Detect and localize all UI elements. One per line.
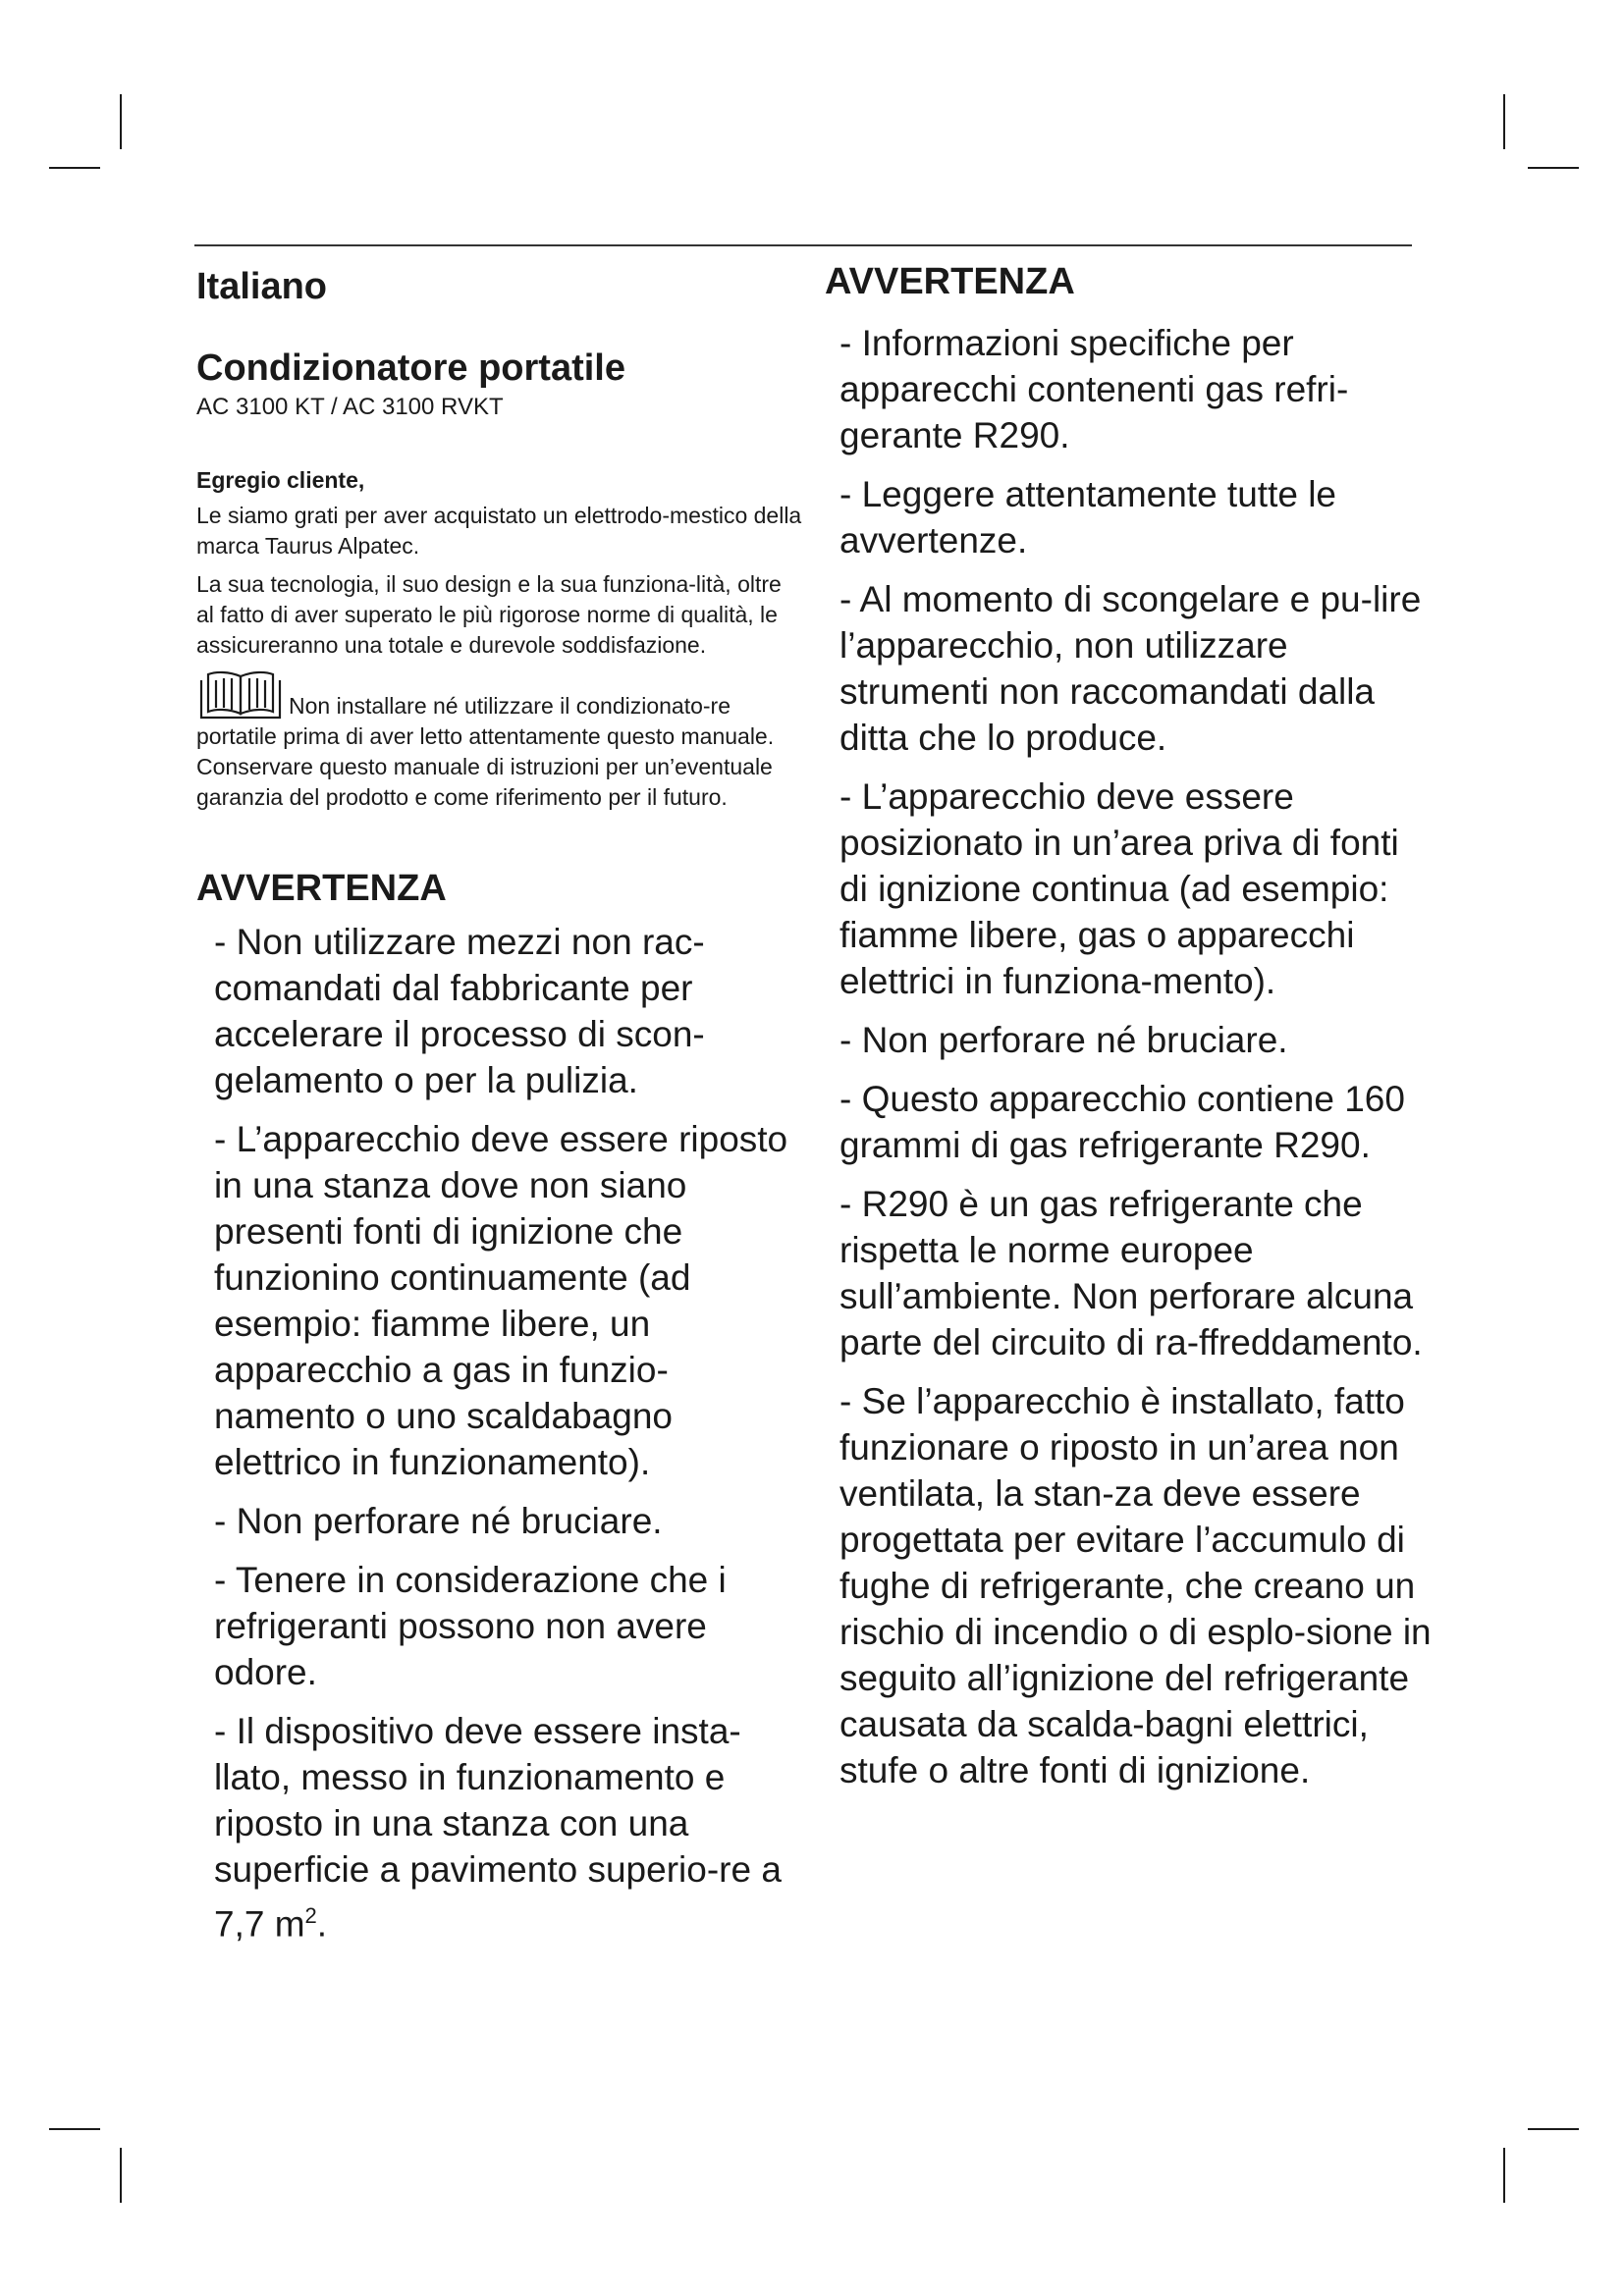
warning-item: - Non perforare né bruciare. [839, 1020, 1288, 1060]
greeting: Egregio cliente, [196, 467, 365, 493]
warning-item: - L’apparecchio deve essere posizionato in un’area priva di fonti di ignizione continua (ad esempio: fiamme libere, gas o apparecchi elettrici in funziona-mento). [839, 776, 1399, 1001]
book-icon [196, 668, 285, 721]
manual-notice-text: Non installare né utilizzare il condizionato-re portatile prima di aver letto attentamente questo manuale. Conservare questo manuale di istruzioni per un’eventuale garanzia del prodotto e come riferimento per il futuro. [196, 693, 775, 810]
warning-heading-left: AVVERTENZA [196, 868, 447, 909]
warning-heading-right: AVVERTENZA [825, 261, 1075, 302]
warning-list-right [839, 320, 1434, 1793]
crop-mark-bottom-right-vertical [1503, 2148, 1505, 2203]
left-column [196, 257, 805, 1959]
crop-mark-top-right-horizontal [1528, 167, 1579, 169]
warning-item: - L’apparecchio deve essere riposto in una stanza dove non siano presenti fonti di ignizione che funzionino continuamente (ad esempio: fiamme libere, un apparecchio a gas in funzio-namento o uno scaldabagno elettrico in funzionamento). [214, 1119, 788, 1482]
area-exponent: 2 [304, 1903, 317, 1928]
product-title: Condizionatore portatile [196, 347, 625, 389]
warning-item: - Non perforare né bruciare. [214, 1501, 663, 1541]
language-heading: Italiano [196, 266, 328, 307]
warning-item: - Se l’apparecchio è installato, fatto funzionare o riposto in un’area non ventilata, la stan-za deve essere progettata per evitare l’accumulo di fughe di refrigerante, che creano un rischio di incendio o di esplo-sione in seguito all’ignizione del refrigerante causata da scalda-bagni elettrici, stufe o altre fonti di ignizione. [839, 1381, 1432, 1790]
crop-mark-bottom-left-vertical [120, 2148, 122, 2203]
intro-paragraph-1: Le siamo grati per aver acquistato un elettrodo-mestico della marca Taurus Alpatec. [196, 503, 802, 559]
warning-list-left [214, 919, 805, 1947]
crop-mark-bottom-right-horizontal [1528, 2128, 1579, 2130]
intro-paragraph-2: La sua tecnologia, il suo design e la sua funziona-lità, oltre al fatto di aver superato le più rigorose norme di qualità, le assicureranno una totale e durevole soddisfazione. [196, 571, 782, 658]
area-suffix: . [316, 1903, 328, 1945]
crop-mark-top-right-vertical [1503, 94, 1505, 149]
crop-mark-top-left-vertical [120, 94, 122, 149]
model-numbers: AC 3100 KT / AC 3100 RVKT [196, 394, 504, 420]
header-rule [194, 244, 1412, 246]
warning-item-text: - Il dispositivo deve essere insta-llato, messo in funzionamento e riposto in una stanza con una superficie a pavimento superio-re a 7,7 m [214, 1711, 782, 1945]
warning-item: - Informazioni specifiche per apparecchi contenenti gas refri-gerante R290. [839, 323, 1349, 455]
warning-item: - Questo apparecchio contiene 160 grammi di gas refrigerante R290. [839, 1079, 1405, 1165]
warning-item: - Al momento di scongelare e pu-lire l’apparecchio, non utilizzare strumenti non raccomandati dalla ditta che lo produce. [839, 579, 1422, 758]
warning-item: - Leggere attentamente tutte le avvertenze. [839, 474, 1337, 561]
warning-item [214, 1708, 805, 1947]
warning-item: - Tenere in considerazione che i refrigeranti possono non avere odore. [214, 1560, 727, 1692]
warning-item: - Non utilizzare mezzi non rac-comandati dal fabbricante per accelerare il processo di scon-gelamento o per la pulizia. [214, 922, 705, 1100]
manual-notice [196, 668, 805, 813]
crop-mark-top-left-horizontal [49, 167, 100, 169]
crop-mark-bottom-left-horizontal [49, 2128, 100, 2130]
right-column [825, 257, 1434, 1806]
warning-item: - R290 è un gas refrigerante che rispetta le norme europee sull’ambiente. Non perforare alcuna parte del circuito di ra-ffreddamento. [839, 1184, 1423, 1362]
